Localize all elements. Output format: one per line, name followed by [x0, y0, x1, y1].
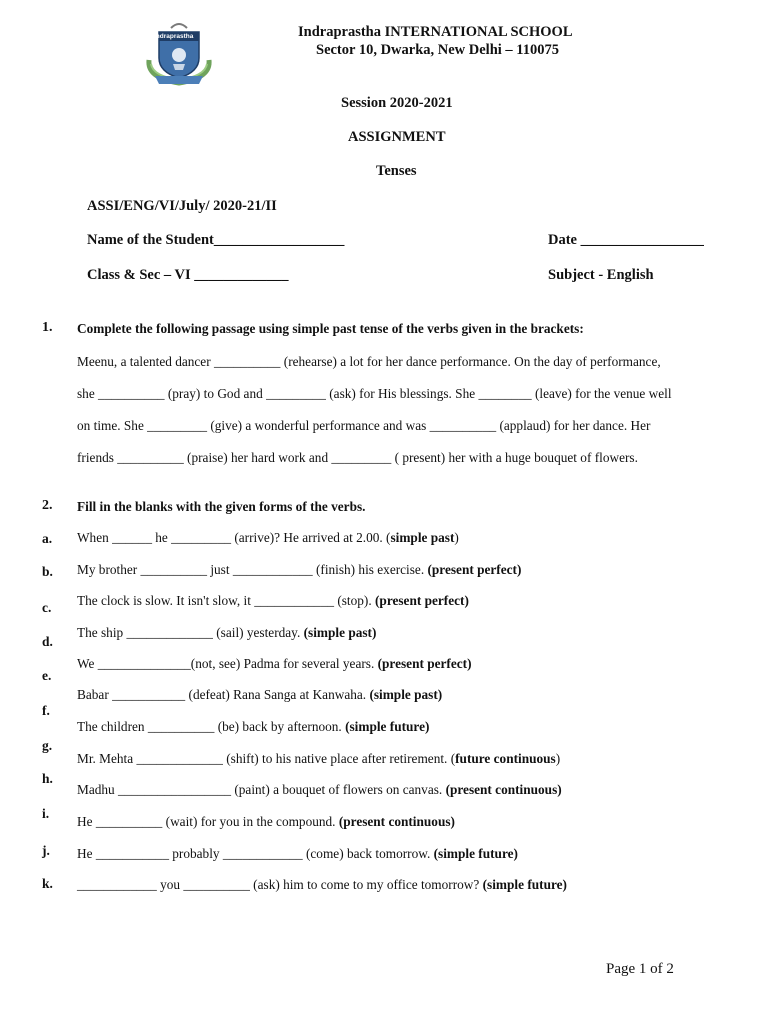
item-letter-d: d. — [42, 634, 53, 649]
item-letter-e: e. — [42, 668, 52, 683]
exercise-item: He __________ (wait) for you in the compound. (present continuous) — [77, 814, 455, 829]
exercise-item: The clock is slow. It isn't slow, it ____________ (stop). (present perfect) — [77, 593, 469, 608]
item-letter-k: k. — [42, 876, 53, 891]
item-letter-b: b. — [42, 564, 53, 579]
item-letter-h: h. — [42, 771, 53, 786]
exercise-item: Mr. Mehta _____________ (shift) to his native place after retirement. (future continuous) — [77, 751, 561, 766]
item-letter-j: j. — [42, 843, 50, 858]
item-letter-i: i. — [42, 806, 50, 821]
exercise-item: Babar ___________ (defeat) Rana Sanga at Kanwaha. (simple past) — [77, 687, 443, 702]
exercise-item: We ______________(not, see) Padma for several years. (present perfect) — [77, 656, 472, 671]
subject-label: Subject - English — [548, 267, 654, 283]
student-name-field — [87, 232, 344, 249]
session-label: Session 2020-2021 — [341, 95, 453, 111]
date-label: Date — [548, 232, 577, 248]
passage-line: Meenu, a talented dancer __________ (rehearse) a lot for her dance performance. On the day of performance, — [77, 354, 661, 369]
exercise-item: When ______ he _________ (arrive)? He arrived at 2.00. (simple past) — [77, 530, 459, 545]
item-letter-a: a. — [42, 531, 53, 546]
section2-instruction: Fill in the blanks with the given forms of the verbs. — [77, 499, 366, 514]
item-letter-g: g. — [42, 738, 53, 753]
exercise-item: The ship _____________ (sail) yesterday. (simple past) — [77, 625, 377, 640]
item-letter-c: c. — [42, 600, 52, 615]
school-name: Indraprastha INTERNATIONAL SCHOOL — [298, 24, 573, 40]
school-logo — [141, 20, 217, 86]
exercise-item: ____________ you __________ (ask) him to come to my office tomorrow? (simple future) — [77, 877, 567, 892]
date-field — [548, 232, 704, 249]
class-blank: _____________ — [194, 267, 289, 283]
passage-line: friends __________ (praise) her hard work and _________ ( present) her with a huge bouquet of flowers. — [77, 450, 638, 465]
exercise-item: The children __________ (be) back by afternoon. (simple future) — [77, 719, 430, 734]
reference-code: ASSI/ENG/VI/July/ 2020-21/II — [87, 198, 277, 214]
topic-title: Tenses — [376, 163, 417, 179]
passage-line: she __________ (pray) to God and _________ (ask) for His blessings. She ________ (leave) for the venue well — [77, 386, 672, 401]
section1-number: 1. — [42, 320, 53, 335]
school-address: Sector 10, Dwarka, New Delhi – 110075 — [316, 42, 559, 58]
passage-line: on time. She _________ (give) a wonderful performance and was __________ (applaud) for her dance. Her — [77, 418, 651, 433]
class-field — [87, 267, 289, 284]
section2-number: 2. — [42, 498, 53, 513]
date-blank: _________________ — [580, 232, 704, 248]
item-letter-f: f. — [42, 703, 50, 718]
logo-text: Indraprastha — [154, 33, 194, 40]
section1-instruction: Complete the following passage using simple past tense of the verbs given in the brackets: — [77, 321, 584, 336]
exercise-item: My brother __________ just ____________ (finish) his exercise. (present perfect) — [77, 562, 522, 577]
class-label: Class & Sec – VI — [87, 267, 191, 283]
student-name-blank: __________________ — [213, 232, 345, 248]
document-type: ASSIGNMENT — [348, 129, 446, 145]
exercise-item: Madhu _________________ (paint) a bouquet of flowers on canvas. (present continuous) — [77, 782, 562, 797]
exercise-item: He ___________ probably ____________ (come) back tomorrow. (simple future) — [77, 846, 518, 861]
student-name-label: Name of the Student — [87, 232, 214, 248]
page-number: Page 1 of 2 — [606, 961, 674, 977]
